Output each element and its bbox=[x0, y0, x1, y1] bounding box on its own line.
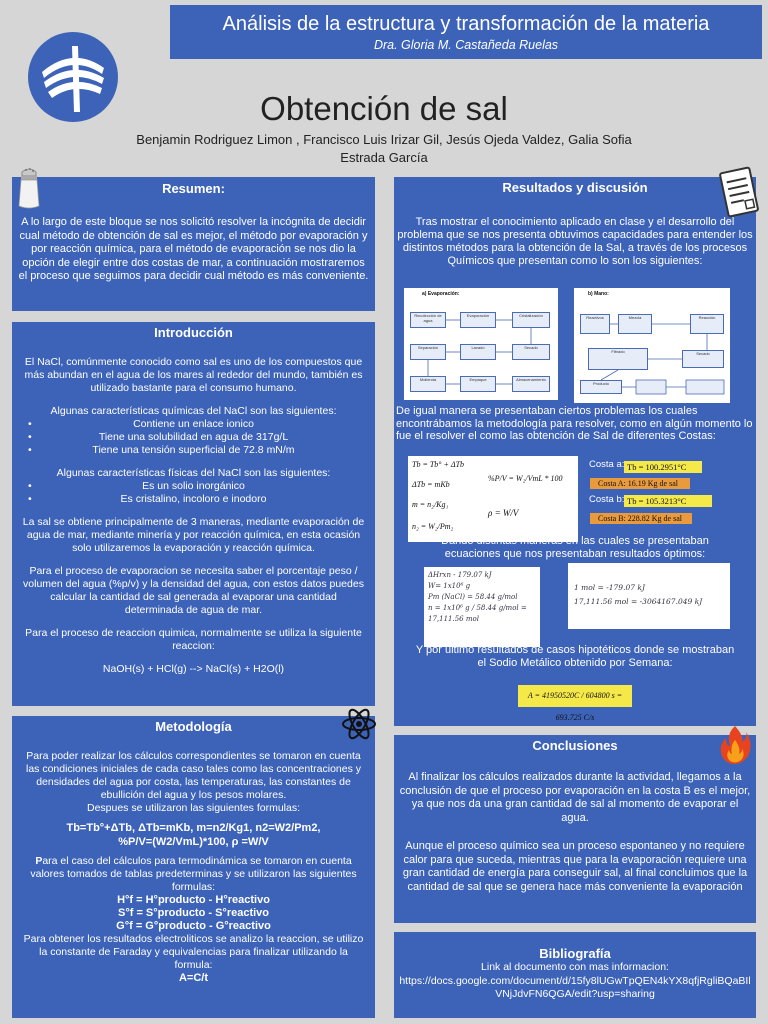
conclusiones-paragraph-2: Aunque el proceso químico sea un proceso espontaneo y no requiere calor para que suceda, mientras que para la evaporación requiere una gran cantidad de energía para conseguir sal, al final concluimos que la cantidad de sal que se genera hace más conveniente la evaporación bbox=[402, 840, 748, 893]
metodologia-panel bbox=[12, 716, 375, 1018]
costa-a-label: Costa a: bbox=[589, 459, 625, 470]
flow-box: Reacción bbox=[690, 314, 724, 334]
costa-a-tb: Tb = 100.2951°C bbox=[624, 461, 702, 473]
authors bbox=[120, 131, 648, 167]
introduccion-title: Introducción bbox=[154, 325, 233, 340]
metodo-paragraph-2 bbox=[20, 855, 367, 894]
intro-paragraph-4: Para el proceso de reaccion quimica, normalmente se utiliza la siguiente reaccion: bbox=[25, 627, 362, 652]
formulas-1: Tb=Tb°+ΔTb, ΔTb=mKb, m=n2/Kg1, n2=W2/Pm2, bbox=[66, 822, 321, 834]
hand-line: ΔHrxn - 179.07 kJ bbox=[428, 571, 492, 579]
bibliografia-title: Bibliografía bbox=[539, 946, 611, 961]
flow-box: Filtrado bbox=[588, 348, 648, 370]
bibliografia-link[interactable]: https://docs.google.com/document/d/15fy8lUGwTpQEN4kYX8qfjRgliBQaBIlVNjJdvFN6QGA/edit?usp=sharing bbox=[399, 974, 751, 1000]
metodo-paragraph-1b: Despues se utilizaron las siguientes formulas: bbox=[86, 802, 301, 814]
atom-icon bbox=[340, 705, 378, 743]
hand-line: Pm (NaCl) = 58.44 g/mol bbox=[428, 593, 518, 601]
resumen-panel bbox=[12, 177, 375, 311]
hand-line: W= 1x10⁶ g bbox=[428, 582, 471, 590]
flow-box: Secado bbox=[512, 344, 550, 360]
bibliografia-panel bbox=[394, 932, 756, 1018]
thermo-formula: H°f = H°producto - H°reactivo bbox=[117, 894, 270, 906]
list-item: • Es un solio inorgánico bbox=[20, 480, 367, 493]
diagram-b-label: b) Mano: bbox=[588, 291, 609, 297]
authors-line-1: Benjamin Rodriguez Limon , Francisco Luis Irizar Gil, Jesús Ojeda Valdez, Galia Sofia bbox=[136, 132, 632, 147]
document-icon bbox=[718, 164, 760, 220]
metodologia-title: Metodología bbox=[155, 719, 232, 734]
diagram-a-arrows bbox=[404, 288, 558, 400]
resultados-paragraph-3: Dando distintas maneras en las cuales se presentaban ecuaciones que nos presentaban resultados óptimos: bbox=[441, 535, 709, 560]
hand-line: 1 mol = -179.07 kJ bbox=[574, 583, 645, 592]
costa-b-result: Costa B: 228.82 Kg de sal bbox=[590, 513, 692, 524]
intro-paragraph-1: El NaCl, comúnmente conocido como sal es uno de los compuestos que más abundan en el agua de los mares al rededor del mundo, también es utilizado bastante para el consumo humano. bbox=[24, 356, 363, 394]
resultados-title: Resultados y discusión bbox=[502, 180, 648, 195]
teacher-name: Dra. Gloria M. Castañeda Ruelas bbox=[373, 38, 559, 52]
resumen-text: A lo largo de este bloque se nos solicitó resolver la incógnita de decidir cual método de obtención de sal es mejor, el método por evaporación y por reacción química, para el método de evaporación se nos dio la opción de elegir entre dos costas de mar, a continuación mostraremos el proceso que seguimos para decidir cual método es más conveniente. bbox=[18, 216, 369, 282]
phys-list bbox=[20, 480, 367, 506]
metodo-paragraph-2-text: ara el caso del cálculos para termodinámica se tomaron en cuenta valores tomados de tablas predeterminas y se utilizaron las siguientes formulas: bbox=[30, 855, 357, 893]
reaction-equation: NaOH(s) + HCl(g) --> NaCl(s) + H2O(l) bbox=[102, 663, 285, 675]
flow-box: Secado bbox=[682, 350, 724, 368]
drop-initial: P bbox=[35, 855, 43, 867]
conclusiones-paragraph-1: Al finalizar los cálculos realizados durante la actividad, llegamos a la conclusión de que el proceso por evaporación en la costa B es el mejor, ya que nos da una gran cantidad de sal al momento de evaporar el agua. bbox=[399, 771, 751, 824]
equation: %P/V = W₂/VmL * 100 bbox=[488, 474, 563, 483]
poster-title: Obtención de sal bbox=[260, 90, 508, 127]
final-equation: A = 41950520C / 604800 s = 693.725 C/s bbox=[518, 685, 632, 707]
intro-paragraph-3: Para el proceso de evaporacion se necesita saber el porcentaje peso / volumen del agua (%p/v) y la densidad del agua, con estos datos puedes calcular la cantidad de sal generada al evaporar una cantidad determinada de agua de mar. bbox=[23, 565, 364, 616]
conclusiones-panel bbox=[394, 735, 756, 923]
resultados-paragraph-1: Tras mostrar el conocimiento aplicado en clase y el desarrollo del problema que se nos presenta obtuvimos capacidades para entender los distintos métodos para la obtención de la Sal, a través de los procesos Químicos que presentan como lo son los siguientes: bbox=[397, 216, 753, 267]
intro-paragraph-2: La sal se obtiene principalmente de 3 maneras, mediante evaporación de agua de mar, mediante minería y por reacción química, en esta ocasión solo utilizaremos la evaporación y reacción química. bbox=[22, 516, 365, 554]
resumen-title: Resumen: bbox=[162, 181, 225, 196]
diagram-b-arrows bbox=[574, 288, 730, 403]
flow-box: Producto bbox=[580, 380, 622, 394]
bibliografia-intro: Link al documento con mas informacion: bbox=[481, 961, 669, 973]
thermo-formula: G°f = G°producto - G°reactivo bbox=[116, 920, 271, 932]
flow-box: Empaque bbox=[460, 376, 496, 392]
flow-box: Separación bbox=[410, 344, 446, 360]
conclusiones-title: Conclusiones bbox=[532, 738, 618, 753]
diagram-a-label: a) Evaporación: bbox=[422, 291, 460, 297]
formulas-2: %P/V=(W2/VmL)*100, ρ =W/V bbox=[118, 836, 269, 848]
salt-shaker-icon bbox=[14, 166, 44, 210]
chem-title: Algunas características químicas del NaCl son las siguientes: bbox=[50, 405, 337, 417]
flow-box: Recolección de agua bbox=[410, 312, 446, 328]
flow-box: Reactivos bbox=[580, 314, 610, 334]
list-item: • Tiene una tensión superficial de 72.8 mN/m bbox=[20, 444, 367, 457]
course-title: Análisis de la estructura y transformación de la materia bbox=[222, 13, 710, 35]
flow-box: Cristalización bbox=[512, 312, 550, 328]
equation: Tb = Tb° + ΔTb bbox=[412, 460, 465, 469]
chem-list bbox=[20, 418, 367, 457]
equation: ρ = W/V bbox=[488, 508, 519, 518]
metodo-paragraph-1: Para poder realizar los cálculos correspondientes se tomaron en cuenta las condiciones iniciales de cada caso tales como las concentraciones y densidades del agua por costa, las temperaturas, las constantes de ebullición del agua y los pesos molares. bbox=[25, 750, 361, 801]
costa-b-tb: Tb = 105.3213°C bbox=[624, 495, 712, 507]
hand-line: n = 1x10⁶ g / 58.44 g/mol = 17,111.56 mol bbox=[428, 604, 527, 623]
final-formula: A=C/t bbox=[178, 972, 209, 984]
list-item: • Es cristalino, incoloro e inodoro bbox=[20, 493, 367, 506]
course-header bbox=[170, 5, 762, 59]
fire-icon bbox=[718, 724, 752, 764]
flow-box: Mezcla bbox=[618, 314, 652, 334]
hand-line: 17,111.56 mol = -3064167.049 kJ bbox=[574, 597, 703, 606]
flow-box: Almacenamiento bbox=[512, 376, 550, 392]
equation: n₂ = W₂/Pm₂ bbox=[412, 522, 454, 531]
handwritten-calc-1 bbox=[424, 567, 540, 647]
evaporation-diagram bbox=[404, 288, 558, 400]
metodo-paragraph-3: Para obtener los resultados electroliticos se analizo la reaccion, se utilizo la constante de Faraday y equivalencias para finalizar utilizando la formula: bbox=[23, 933, 364, 971]
resultados-panel bbox=[394, 177, 756, 726]
chemical-diagram bbox=[574, 288, 730, 403]
flow-box: Molienda bbox=[410, 376, 446, 392]
handwritten-calc-2 bbox=[568, 563, 730, 629]
resultados-paragraph-2: De igual manera se presentaban ciertos problemas los cuales encontrábamos la metodología para resolver, como en algún momento lo fue el resolver el como las obtención de Sal de diferentes Costas: bbox=[396, 405, 753, 442]
list-item: • Tiene una solubilidad en agua de 317g/L bbox=[20, 431, 367, 444]
phys-title: Algunas características físicas del NaCl son las siguientes: bbox=[56, 467, 331, 479]
thermo-formula: S°f = S°producto - S°reactivo bbox=[117, 907, 270, 919]
resultados-paragraph-4: Y por ultimo resultados de casos hipotéticos donde se mostraban el Sodio Metálico obtenido por Semana: bbox=[415, 644, 735, 669]
equation: m = n₂/Kg₁ bbox=[412, 500, 449, 509]
costa-a-result: Costa A: 16.19 Kg de sal bbox=[590, 478, 690, 489]
equations-box bbox=[408, 456, 578, 542]
equation: ΔTb = mKb bbox=[412, 480, 450, 489]
flow-box: Lavado bbox=[460, 344, 496, 360]
costa-b-label: Costa b: bbox=[589, 494, 625, 505]
introduccion-panel bbox=[12, 322, 375, 706]
authors-line-2: Estrada García bbox=[340, 150, 428, 165]
list-item: • Contiene un enlace ionico bbox=[20, 418, 367, 431]
flow-box: Evaporación bbox=[460, 312, 496, 328]
